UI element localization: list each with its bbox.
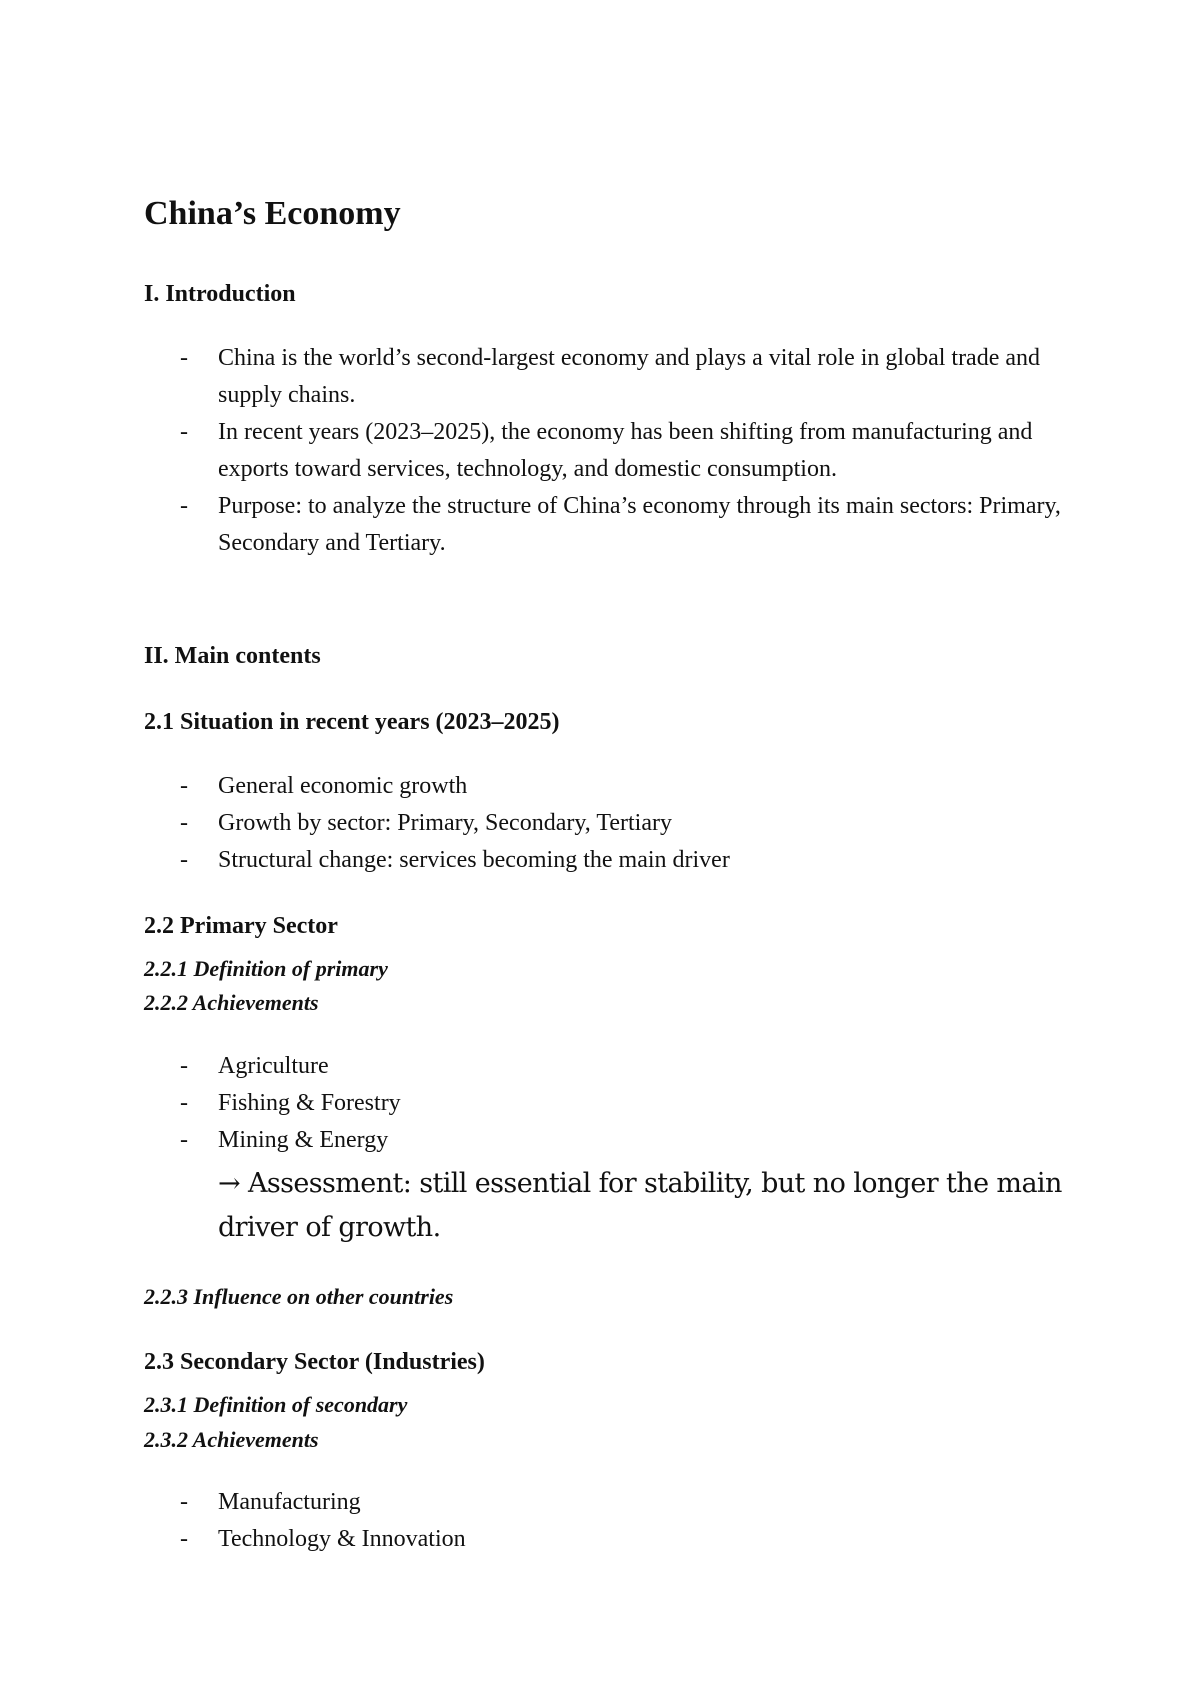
dash-bullet: -: [180, 1090, 188, 1116]
introduction-heading: I. Introduction: [144, 281, 296, 307]
dash-bullet: -: [180, 419, 188, 445]
section-2-3-1-heading: 2.3.1 Definition of secondary: [144, 1392, 408, 1417]
section-2-2-2-list: [0, 1048, 1080, 1159]
section-2-2-2-heading: 2.2.2 Achievements: [144, 990, 319, 1015]
list-item: - Purpose: to analyze the structure of China’s economy through its main sectors: Primary, Secondary and Tertiary.: [0, 488, 1080, 562]
list-item: - Technology & Innovation: [0, 1521, 1080, 1558]
assessment-note: → Assessment: still essential for stability, but no longer the main driver of growth.: [218, 1168, 1062, 1243]
introduction-list: [0, 340, 1080, 562]
dash-bullet: -: [180, 1053, 188, 1079]
list-item: - Agriculture: [0, 1048, 1080, 1085]
list-item: - Growth by sector: Primary, Secondary, Tertiary: [0, 805, 1080, 842]
list-item: - Mining & Energy: [0, 1122, 1080, 1159]
list-item: - Manufacturing: [0, 1484, 1080, 1521]
section-2-1-list: [0, 768, 1080, 879]
dash-bullet: -: [180, 1127, 188, 1153]
dash-bullet: -: [180, 810, 188, 836]
dash-bullet: -: [180, 1489, 188, 1515]
main-contents-heading: II. Main contents: [144, 643, 321, 669]
document-title: China’s Economy: [144, 195, 401, 232]
section-2-2-heading: 2.2 Primary Sector: [144, 913, 338, 939]
list-item: - China is the world’s second-largest economy and plays a vital role in global trade and supply chains.: [0, 340, 1080, 414]
section-2-3-heading: 2.3 Secondary Sector (Industries): [144, 1349, 485, 1375]
list-item: - General economic growth: [0, 768, 1080, 805]
dash-bullet: -: [180, 773, 188, 799]
dash-bullet: -: [180, 345, 188, 371]
section-2-3-2-heading: 2.3.2 Achievements: [144, 1427, 319, 1452]
section-2-1-heading: 2.1 Situation in recent years (2023–2025): [144, 709, 560, 735]
section-2-2-1-heading: 2.2.1 Definition of primary: [144, 956, 388, 981]
list-item: - Structural change: services becoming the main driver: [0, 842, 1080, 879]
list-item: - Fishing & Forestry: [0, 1085, 1080, 1122]
list-item: - In recent years (2023–2025), the economy has been shifting from manufacturing and exports toward services, technology, and domestic consumption.: [0, 414, 1080, 488]
dash-bullet: -: [180, 493, 188, 519]
dash-bullet: -: [180, 847, 188, 873]
section-2-3-2-list: [0, 1484, 1080, 1558]
section-2-2-3-heading: 2.2.3 Influence on other countries: [144, 1284, 454, 1309]
dash-bullet: -: [180, 1526, 188, 1552]
